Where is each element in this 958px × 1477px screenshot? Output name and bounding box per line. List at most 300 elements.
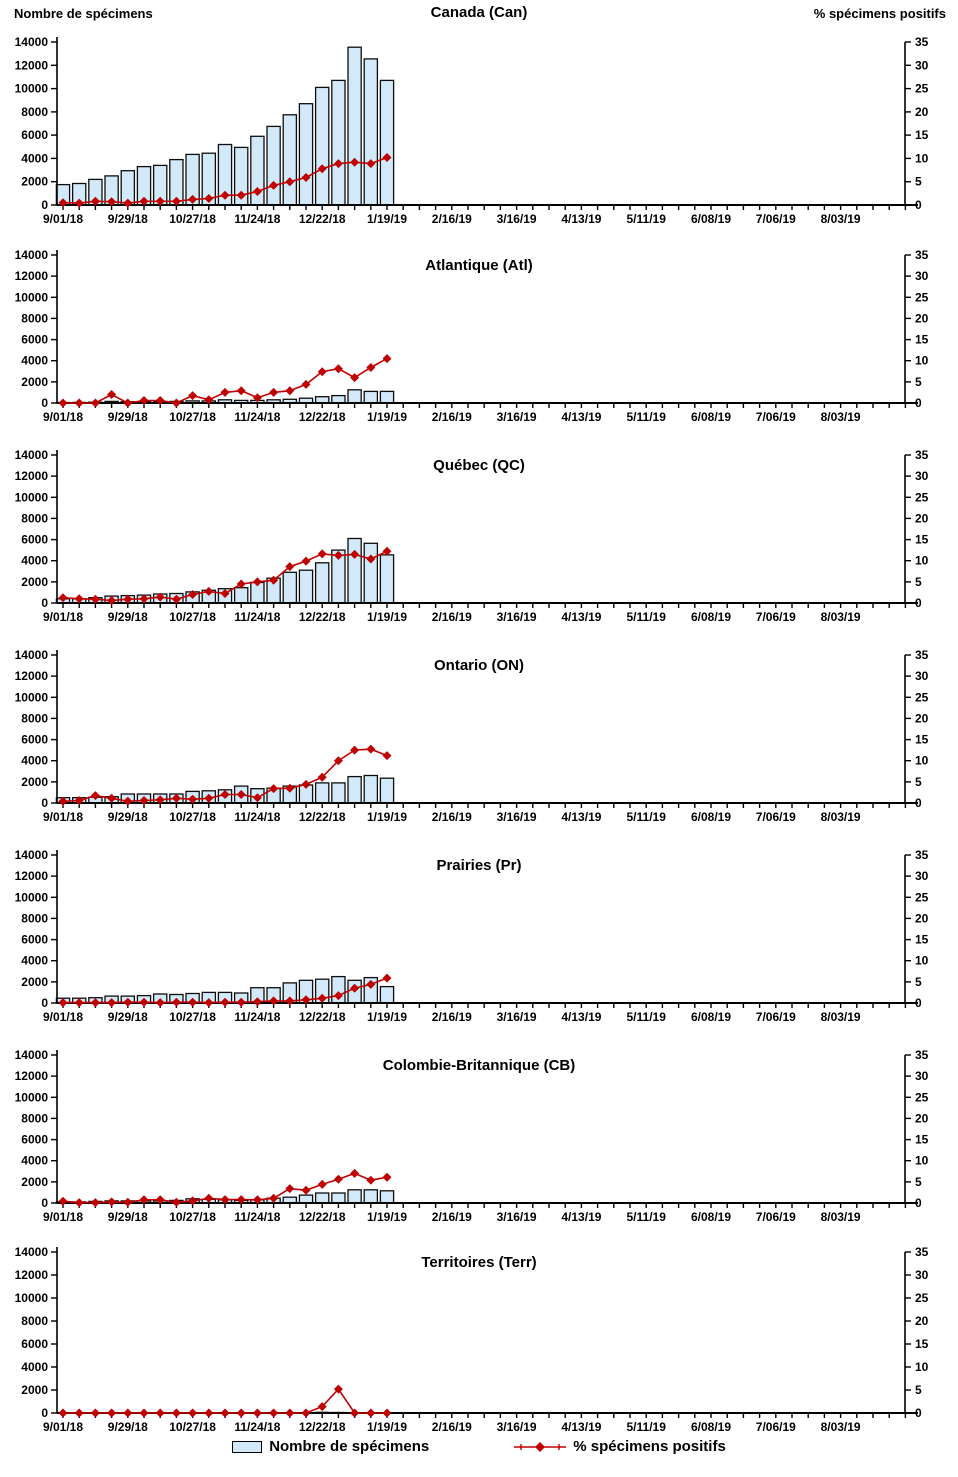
right-tick-label: 30 (915, 1268, 929, 1282)
chart-title-ontario: Ontario (ON) (434, 657, 524, 674)
left-tick-label: 0 (41, 596, 48, 610)
data-point-marker (107, 1409, 116, 1418)
data-point-marker (366, 363, 375, 372)
bar (332, 783, 345, 803)
left-tick-label: 12000 (14, 669, 48, 684)
left-tick-label: 4000 (21, 553, 48, 568)
x-tick-label: 1/19/19 (366, 212, 408, 226)
x-tick-label: 6/08/19 (690, 410, 732, 424)
x-tick-label: 6/08/19 (690, 1210, 732, 1224)
x-tick-label: 1/19/19 (366, 610, 408, 624)
left-tick-label: 12000 (14, 869, 48, 884)
bar (299, 570, 312, 603)
right-tick-label: 30 (915, 469, 929, 484)
left-tick-label: 14000 (14, 248, 48, 262)
x-tick-label: 9/01/18 (42, 410, 84, 424)
chart-can (15, 35, 929, 226)
right-tick-label: 5 (915, 1174, 922, 1189)
x-tick-label: 9/29/18 (107, 810, 148, 824)
data-point-marker (269, 388, 278, 397)
left-tick-label: 6000 (21, 732, 48, 747)
x-tick-label: 5/11/19 (626, 1010, 666, 1024)
bar (283, 115, 296, 205)
x-tick-label: 2/16/19 (431, 1210, 472, 1224)
x-tick-label: 12/22/18 (298, 410, 346, 424)
x-tick-label: 6/08/19 (690, 1010, 732, 1024)
right-tick-label: 20 (915, 1111, 929, 1126)
left-tick-label: 4000 (21, 1360, 48, 1374)
x-tick-label: 12/22/18 (298, 212, 346, 226)
right-tick-label: 35 (915, 1048, 929, 1062)
x-tick-label: 3/16/19 (496, 1420, 537, 1434)
right-tick-label: 35 (915, 248, 929, 262)
data-point-marker (237, 1409, 246, 1418)
left-tick-label: 12000 (14, 469, 48, 484)
right-tick-label: 35 (915, 448, 929, 462)
bar (348, 777, 361, 803)
x-tick-label: 8/03/19 (820, 212, 861, 226)
right-tick-label: 30 (915, 669, 929, 684)
right-tick-label: 25 (915, 81, 929, 96)
x-tick-label: 7/06/19 (755, 1010, 796, 1024)
chart-pr (15, 848, 929, 1024)
right-tick-label: 15 (915, 1132, 929, 1147)
left-tick-label: 8000 (21, 1111, 48, 1126)
data-point-marker (383, 354, 392, 363)
right-tick-label: 30 (915, 869, 929, 884)
x-tick-label: 4/13/19 (561, 212, 602, 226)
bar (283, 572, 296, 603)
right-tick-label: 10 (915, 953, 929, 968)
right-tick-label: 20 (915, 511, 929, 526)
chart-atl (15, 248, 929, 424)
left-tick-label: 14000 (14, 1245, 48, 1259)
x-tick-label: 4/13/19 (561, 410, 602, 424)
left-tick-label: 0 (41, 198, 48, 212)
right-tick-label: 5 (915, 1383, 922, 1397)
x-tick-label: 8/03/19 (820, 1420, 861, 1434)
data-point-marker (383, 1173, 392, 1182)
x-tick-label: 11/24/18 (234, 1420, 281, 1434)
data-point-marker (383, 1409, 392, 1418)
left-tick-label: 6000 (21, 532, 48, 547)
x-tick-label: 4/13/19 (561, 610, 602, 624)
x-tick-label: 4/13/19 (561, 1420, 602, 1434)
left-tick-label: 2000 (21, 374, 48, 389)
left-tick-label: 2000 (21, 1174, 48, 1189)
x-tick-label: 2/16/19 (431, 1010, 472, 1024)
left-tick-label: 10000 (14, 81, 48, 96)
bar-series (56, 47, 393, 205)
bar (235, 588, 248, 603)
x-tick-label: 3/16/19 (496, 810, 537, 824)
right-tick-label: 0 (915, 396, 922, 410)
right-tick-label: 5 (915, 974, 922, 989)
chart-qc (15, 448, 929, 624)
x-tick-label: 6/08/19 (690, 1420, 732, 1434)
right-tick-label: 0 (915, 796, 922, 810)
right-tick-label: 25 (915, 690, 929, 705)
data-point-marker (59, 1197, 68, 1206)
bar-series-swatch (232, 1441, 262, 1453)
right-tick-label: 10 (915, 151, 929, 166)
x-tick-label: 2/16/19 (431, 410, 472, 424)
x-tick-label: 3/16/19 (496, 212, 537, 226)
right-tick-label: 20 (915, 711, 929, 726)
data-point-marker (318, 1180, 327, 1189)
legend-label-positifs: % spécimens positifs (573, 1438, 726, 1455)
left-tick-label: 10000 (14, 1291, 48, 1305)
x-tick-label: 3/16/19 (496, 610, 537, 624)
data-point-marker (334, 364, 343, 373)
bar (380, 80, 393, 205)
right-tick-label: 5 (915, 774, 922, 789)
x-tick-label: 11/24/18 (234, 212, 281, 226)
bar (348, 539, 361, 604)
right-tick-label: 10 (915, 1360, 929, 1374)
x-tick-label: 9/01/18 (42, 610, 84, 624)
data-point-marker (140, 1409, 149, 1418)
right-tick-label: 35 (915, 35, 929, 49)
x-tick-label: 11/24/18 (234, 1010, 281, 1024)
data-point-marker (285, 1409, 294, 1418)
x-tick-label: 5/11/19 (626, 212, 666, 226)
left-tick-label: 2000 (21, 1383, 48, 1397)
bar (316, 87, 329, 205)
x-tick-label: 5/11/19 (626, 410, 666, 424)
x-tick-label: 11/24/18 (234, 610, 281, 624)
right-tick-label: 30 (915, 269, 929, 284)
x-tick-label: 4/13/19 (561, 1010, 602, 1024)
left-tick-label: 2000 (21, 774, 48, 789)
left-tick-label: 4000 (21, 753, 48, 768)
x-tick-label: 10/27/18 (169, 1010, 216, 1024)
data-point-marker (302, 1186, 311, 1195)
data-point-marker (269, 1409, 278, 1418)
x-tick-label: 10/27/18 (169, 810, 216, 824)
x-tick-label: 11/24/18 (234, 810, 281, 824)
data-point-marker (302, 1409, 311, 1418)
x-tick-label: 9/29/18 (107, 1010, 148, 1024)
left-tick-label: 14000 (14, 848, 48, 862)
data-point-marker (172, 1409, 181, 1418)
x-tick-label: 9/01/18 (42, 1210, 84, 1224)
x-tick-label: 12/22/18 (298, 1420, 346, 1434)
data-point-marker (123, 1198, 132, 1207)
x-tick-label: 8/03/19 (820, 810, 861, 824)
x-tick-label: 6/08/19 (690, 212, 732, 226)
right-tick-label: 0 (915, 996, 922, 1010)
data-point-marker (285, 1184, 294, 1193)
bar (316, 783, 329, 803)
data-point-marker (59, 1409, 68, 1418)
right-tick-label: 10 (915, 753, 929, 768)
left-tick-label: 0 (41, 1406, 48, 1420)
data-point-marker (59, 399, 68, 408)
x-tick-label: 3/16/19 (496, 1010, 537, 1024)
right-tick-label: 25 (915, 290, 929, 305)
x-tick-label: 5/11/19 (626, 1210, 666, 1224)
left-tick-label: 2000 (21, 174, 48, 189)
chart-title-quebec: Québec (QC) (433, 457, 525, 474)
chart-title-prairies: Prairies (Pr) (436, 857, 522, 874)
data-point-marker (107, 390, 116, 399)
chart-title-territoires: Territoires (Terr) (421, 1254, 537, 1271)
x-tick-label: 1/19/19 (366, 1420, 408, 1434)
data-point-marker (91, 1198, 100, 1207)
bar (332, 396, 345, 403)
left-tick-label: 12000 (14, 1268, 48, 1282)
x-tick-label: 9/29/18 (107, 1210, 148, 1224)
x-tick-label: 9/29/18 (107, 610, 148, 624)
left-tick-label: 14000 (14, 35, 48, 49)
x-tick-label: 6/08/19 (690, 810, 732, 824)
right-tick-label: 0 (915, 596, 922, 610)
bar (380, 778, 393, 803)
x-tick-label: 2/16/19 (431, 610, 472, 624)
data-point-marker (318, 549, 327, 558)
right-tick-label: 20 (915, 1314, 929, 1328)
x-tick-label: 12/22/18 (298, 810, 346, 824)
left-tick-label: 4000 (21, 1153, 48, 1168)
x-tick-label: 8/03/19 (820, 610, 861, 624)
legend-item-positifs (514, 1438, 726, 1455)
right-tick-label: 15 (915, 532, 929, 547)
bar (380, 1191, 393, 1203)
bar (364, 543, 377, 603)
legend (0, 1438, 958, 1455)
x-tick-label: 12/22/18 (298, 610, 346, 624)
right-tick-label: 35 (915, 1245, 929, 1259)
left-tick-label: 14000 (14, 448, 48, 462)
x-tick-label: 10/27/18 (169, 212, 216, 226)
bar (348, 390, 361, 403)
bar (348, 47, 361, 205)
data-point-marker (123, 1409, 132, 1418)
x-tick-label: 10/27/18 (169, 610, 216, 624)
x-tick-label: 2/16/19 (431, 810, 472, 824)
left-tick-label: 12000 (14, 269, 48, 284)
x-tick-label: 7/06/19 (755, 410, 796, 424)
bar (316, 1193, 329, 1203)
left-tick-label: 10000 (14, 890, 48, 905)
right-tick-label: 35 (915, 848, 929, 862)
x-tick-label: 8/03/19 (820, 1210, 861, 1224)
data-point-marker (188, 391, 197, 400)
left-tick-label: 8000 (21, 1314, 48, 1328)
x-tick-label: 9/29/18 (107, 1420, 148, 1434)
left-tick-label: 4000 (21, 953, 48, 968)
data-point-marker (221, 388, 230, 397)
bar (348, 1190, 361, 1203)
data-point-marker (253, 1409, 262, 1418)
bar (380, 391, 393, 403)
left-tick-label: 12000 (14, 1069, 48, 1084)
right-tick-label: 15 (915, 128, 929, 143)
x-tick-label: 7/06/19 (755, 1210, 796, 1224)
line-series-swatch (514, 1440, 566, 1454)
x-tick-label: 2/16/19 (431, 1420, 472, 1434)
right-tick-label: 10 (915, 1153, 929, 1168)
data-point-marker (204, 1409, 213, 1418)
right-axis-title: % spécimens positifs (813, 6, 946, 21)
x-tick-label: 12/22/18 (298, 1010, 346, 1024)
data-point-marker (123, 399, 132, 408)
bar (332, 80, 345, 205)
right-tick-label: 15 (915, 1337, 929, 1351)
left-tick-label: 8000 (21, 511, 48, 526)
left-tick-label: 10000 (14, 1090, 48, 1105)
right-tick-label: 10 (915, 553, 929, 568)
x-tick-label: 5/11/19 (626, 810, 666, 824)
left-tick-label: 0 (41, 396, 48, 410)
bar (364, 776, 377, 804)
data-point-marker (366, 1409, 375, 1418)
right-tick-label: 10 (915, 353, 929, 368)
x-tick-label: 12/22/18 (298, 1210, 346, 1224)
data-point-marker (237, 386, 246, 395)
bar (380, 987, 393, 1003)
data-point-marker (350, 373, 359, 382)
right-tick-label: 20 (915, 104, 929, 119)
x-tick-label: 8/03/19 (820, 410, 861, 424)
data-point-marker (350, 1169, 359, 1178)
data-point-marker (302, 557, 311, 566)
right-tick-label: 5 (915, 174, 922, 189)
bar (364, 59, 377, 205)
right-tick-label: 5 (915, 574, 922, 589)
right-tick-label: 25 (915, 890, 929, 905)
x-tick-label: 9/29/18 (107, 212, 148, 226)
x-tick-label: 8/03/19 (820, 1010, 861, 1024)
x-tick-label: 9/01/18 (42, 212, 84, 226)
bar (299, 104, 312, 205)
data-point-marker (172, 1198, 181, 1207)
right-tick-label: 30 (915, 1069, 929, 1084)
x-tick-label: 1/19/19 (366, 1010, 408, 1024)
x-tick-label: 7/06/19 (755, 1420, 796, 1434)
data-point-marker (383, 974, 392, 983)
data-point-marker (91, 399, 100, 408)
x-tick-label: 1/19/19 (366, 1210, 408, 1224)
chart-title-colombie-britannique: Colombie-Britannique (CB) (382, 1057, 576, 1074)
data-point-marker (366, 1176, 375, 1185)
x-tick-label: 5/11/19 (626, 610, 666, 624)
legend-item-specimens (232, 1438, 429, 1455)
data-point-marker (172, 399, 181, 408)
x-tick-label: 10/27/18 (169, 410, 216, 424)
x-tick-label: 5/11/19 (626, 1420, 666, 1434)
x-tick-label: 7/06/19 (755, 610, 796, 624)
x-tick-label: 1/19/19 (366, 410, 408, 424)
left-tick-label: 6000 (21, 932, 48, 947)
left-tick-label: 8000 (21, 311, 48, 326)
x-tick-label: 7/06/19 (755, 810, 796, 824)
x-tick-label: 3/16/19 (496, 410, 537, 424)
data-point-marker (285, 386, 294, 395)
right-tick-label: 0 (915, 1406, 922, 1420)
chart-cb (15, 1048, 929, 1224)
left-tick-label: 14000 (14, 1048, 48, 1062)
data-point-marker (350, 746, 359, 755)
bar (267, 126, 280, 205)
right-tick-label: 25 (915, 1090, 929, 1105)
x-tick-label: 9/29/18 (107, 410, 148, 424)
right-tick-label: 20 (915, 911, 929, 926)
bar (332, 1193, 345, 1203)
data-point-marker (383, 751, 392, 760)
left-tick-label: 6000 (21, 128, 48, 143)
left-tick-label: 6000 (21, 1337, 48, 1351)
left-tick-label: 4000 (21, 151, 48, 166)
data-point-marker (156, 1409, 165, 1418)
left-tick-label: 10000 (14, 490, 48, 505)
right-tick-label: 0 (915, 1196, 922, 1210)
bar (380, 555, 393, 603)
right-tick-label: 15 (915, 732, 929, 747)
chart-on (15, 648, 929, 824)
left-tick-label: 0 (41, 796, 48, 810)
x-tick-label: 11/24/18 (234, 410, 281, 424)
left-tick-label: 2000 (21, 974, 48, 989)
left-tick-label: 0 (41, 1196, 48, 1210)
data-point-marker (75, 1409, 84, 1418)
data-point-marker (188, 1196, 197, 1205)
data-point-marker (221, 1409, 230, 1418)
data-point-marker (334, 1175, 343, 1184)
x-tick-label: 7/06/19 (755, 212, 796, 226)
right-tick-label: 15 (915, 932, 929, 947)
right-tick-label: 30 (915, 58, 929, 73)
x-tick-label: 2/16/19 (431, 212, 472, 226)
data-point-marker (107, 1197, 116, 1206)
left-tick-label: 2000 (21, 574, 48, 589)
right-tick-label: 15 (915, 332, 929, 347)
x-tick-label: 1/19/19 (366, 810, 408, 824)
data-point-marker (366, 745, 375, 754)
x-tick-label: 9/01/18 (42, 1010, 84, 1024)
left-tick-label: 8000 (21, 104, 48, 119)
chart-title-canada: Canada (Can) (430, 4, 528, 21)
x-tick-label: 10/27/18 (169, 1210, 216, 1224)
bar (316, 563, 329, 603)
left-tick-label: 0 (41, 996, 48, 1010)
x-tick-label: 9/01/18 (42, 1420, 84, 1434)
x-tick-label: 10/27/18 (169, 1420, 216, 1434)
data-point-marker (350, 1409, 359, 1418)
bar (364, 391, 377, 403)
chart-terr (15, 1245, 929, 1434)
x-tick-label: 4/13/19 (561, 1210, 602, 1224)
right-tick-label: 5 (915, 374, 922, 389)
left-tick-label: 12000 (14, 58, 48, 73)
x-tick-label: 6/08/19 (690, 610, 732, 624)
right-tick-label: 35 (915, 648, 929, 662)
right-tick-label: 0 (915, 198, 922, 212)
left-tick-label: 10000 (14, 290, 48, 305)
data-point-marker (91, 1409, 100, 1418)
left-axis-title: Nombre de spécimens (14, 6, 153, 21)
data-point-marker (75, 399, 84, 408)
x-tick-label: 9/01/18 (42, 810, 84, 824)
legend-label-specimens: Nombre de spécimens (269, 1438, 430, 1455)
left-tick-label: 6000 (21, 332, 48, 347)
right-tick-label: 25 (915, 490, 929, 505)
left-tick-label: 8000 (21, 711, 48, 726)
bar (299, 1195, 312, 1203)
data-point-marker (188, 1409, 197, 1418)
x-tick-label: 4/13/19 (561, 810, 602, 824)
